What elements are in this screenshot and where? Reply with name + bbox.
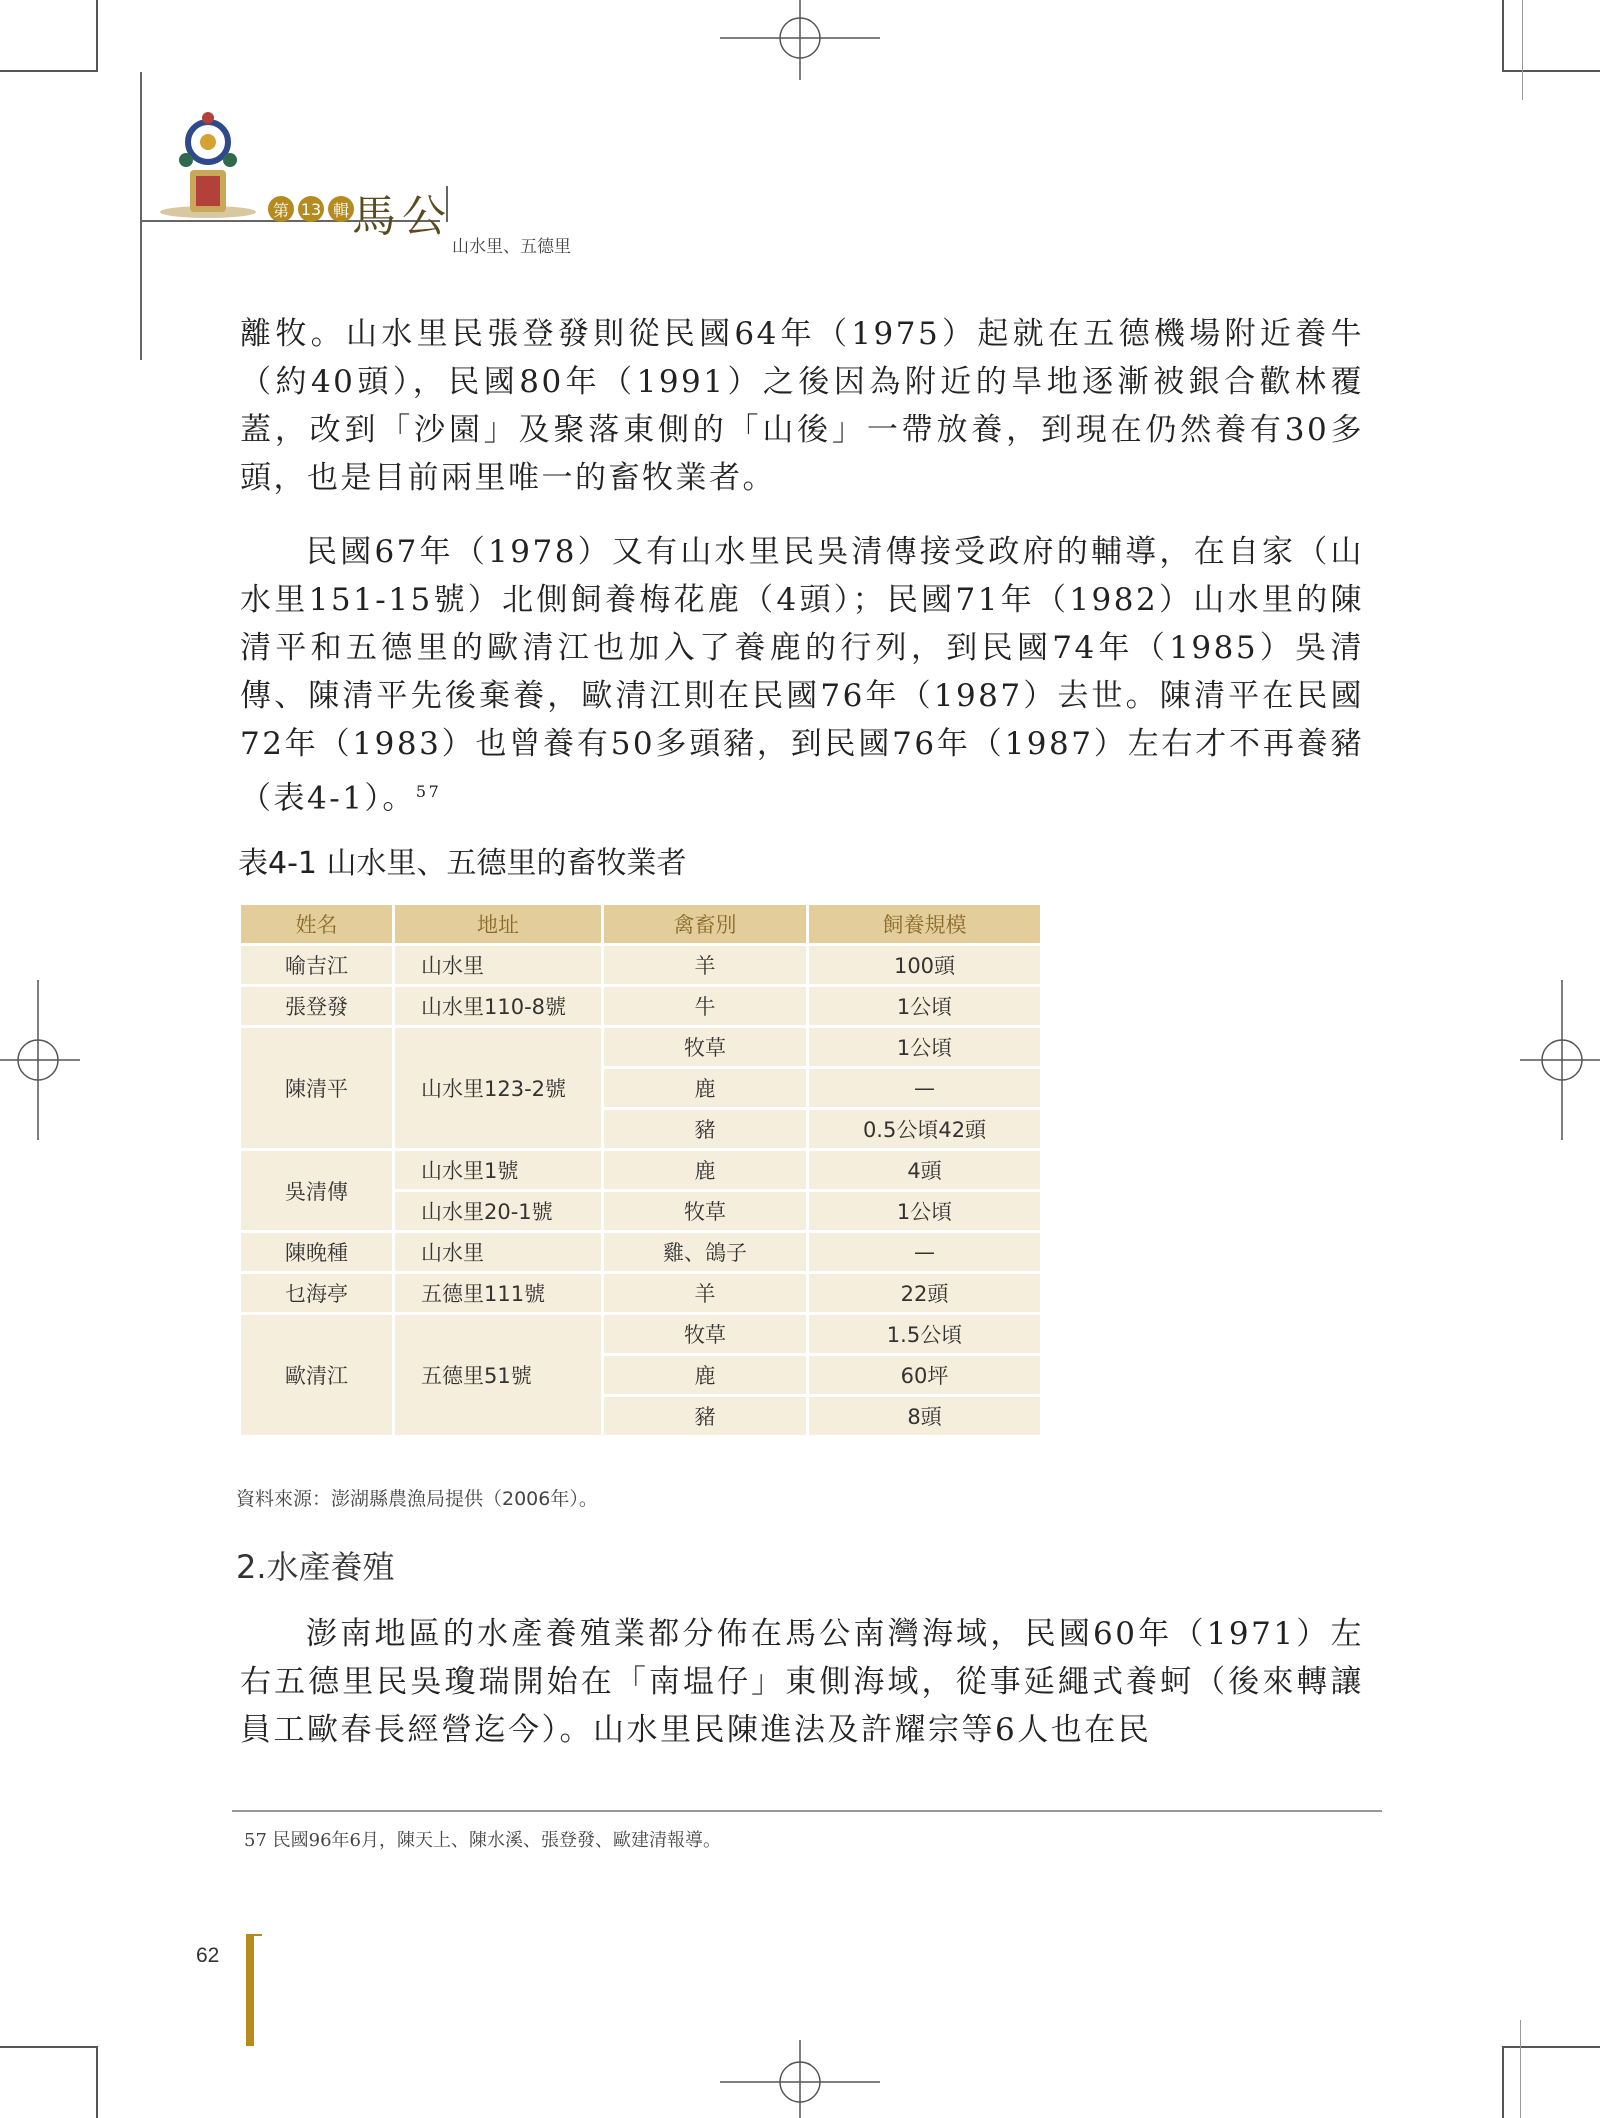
cell-type: 牛	[603, 986, 808, 1027]
cell-scale: 1公頃	[808, 1191, 1042, 1232]
cell-name: 吳清傳	[240, 1150, 394, 1232]
paragraph-3: 澎南地區的水產養殖業都分佈在馬公南灣海域，民國60年（1971）左右五德里民吳瓊瑞開始在「南塭仔」東側海域，從事延繩式養蚵（後來轉讓員工歐春長經營迄今）。山水里民陳進法及許耀宗等6人也在民	[240, 1616, 1364, 1748]
temple-ornament-icon	[150, 108, 270, 218]
table-title: 表4-1 山水里、五德里的畜牧業者	[238, 846, 687, 881]
chapter-number: 13	[298, 196, 324, 222]
cell-type: 鹿	[603, 1355, 808, 1396]
cell-type: 羊	[603, 1273, 808, 1314]
cell-scale: 60坪	[808, 1355, 1042, 1396]
section-heading: 2.水產養殖	[236, 1548, 395, 1586]
table-row	[240, 986, 1042, 1027]
livestock-table	[238, 902, 1043, 1438]
table-row	[240, 1027, 1042, 1068]
paragraph-1: 離牧。山水里民張登發則從民國64年（1975）起就在五德機場附近養牛（約40頭），民國80年（1991）之後因為附近的旱地逐漸被銀合歡林覆蓋，改到「沙園」及聚落東側的「山後」一帶放養，到現在仍然養有30多頭，也是目前兩里唯一的畜牧業者。	[240, 316, 1364, 496]
cell-name: 喻吉江	[240, 945, 394, 986]
cell-scale: 1.5公頃	[808, 1314, 1042, 1355]
cell-name: 陳晚種	[240, 1232, 394, 1273]
table-header-row	[240, 904, 1042, 945]
cell-address: 五德里51號	[394, 1314, 603, 1437]
cell-address: 山水里1號	[394, 1150, 603, 1191]
cell-scale: 22頭	[808, 1273, 1042, 1314]
footnote-ref[interactable]: 57	[415, 782, 442, 801]
footnote: 57 民國96年6月，陳天上、陳水溪、張登發、歐建清報導。	[244, 1830, 721, 1851]
cell-type: 牧草	[603, 1027, 808, 1068]
cell-type: 鹿	[603, 1150, 808, 1191]
table-row	[240, 1314, 1042, 1355]
cell-type: 牧草	[603, 1314, 808, 1355]
cell-type: 豬	[603, 1396, 808, 1437]
cell-scale: 4頭	[808, 1150, 1042, 1191]
cell-scale: 1公頃	[808, 986, 1042, 1027]
col-header-type: 禽畜別	[603, 904, 808, 945]
registration-mark-bottom	[720, 2040, 880, 2118]
cell-name: 張登發	[240, 986, 394, 1027]
cell-address: 山水里	[394, 1232, 603, 1273]
cell-type: 雞、鴿子	[603, 1232, 808, 1273]
cell-address: 山水里	[394, 945, 603, 986]
chapter-prefix: 第	[268, 196, 294, 222]
table-row	[240, 945, 1042, 986]
cell-address: 山水里20-1號	[394, 1191, 603, 1232]
cell-address: 山水里110-8號	[394, 986, 603, 1027]
cell-scale: 100頭	[808, 945, 1042, 986]
page-number-bar-tick	[246, 1934, 262, 1936]
chapter-subtitle: 山水里、五德里	[452, 237, 571, 256]
cell-name: 歐清江	[240, 1314, 394, 1437]
registration-mark-left	[0, 980, 80, 1140]
footnote-divider	[232, 1810, 1382, 1812]
cell-scale: 8頭	[808, 1396, 1042, 1437]
cell-type: 羊	[603, 945, 808, 986]
cell-name: 陳清平	[240, 1027, 394, 1150]
cell-scale: 0.5公頃42頭	[808, 1109, 1042, 1150]
cell-name: 乜海亭	[240, 1273, 394, 1314]
col-header-name: 姓名	[240, 904, 394, 945]
col-header-scale: 飼養規模	[808, 904, 1042, 945]
registration-mark-top	[720, 0, 880, 80]
cell-scale: 1公頃	[808, 1027, 1042, 1068]
chapter-suffix: 輯	[328, 196, 354, 222]
chapter-title: 馬公	[352, 191, 452, 242]
table-row	[240, 1232, 1042, 1273]
registration-mark-right	[1520, 980, 1600, 1140]
cell-scale: —	[808, 1068, 1042, 1109]
cell-type: 鹿	[603, 1068, 808, 1109]
table-row	[240, 1273, 1042, 1314]
cell-type: 豬	[603, 1109, 808, 1150]
table-row	[240, 1150, 1042, 1191]
header-vertical-rule	[140, 72, 142, 360]
table-source: 資料來源：澎湖縣農漁局提供（2006年）。	[236, 1488, 598, 1510]
chapter-badge	[268, 196, 354, 222]
page-number: 62	[196, 1944, 220, 1967]
cell-address: 山水里123-2號	[394, 1027, 603, 1150]
cell-address: 五德里111號	[394, 1273, 603, 1314]
cell-scale: —	[808, 1232, 1042, 1273]
col-header-address: 地址	[394, 904, 603, 945]
paragraph-2-text: 民國67年（1978）又有山水里民吳清傳接受政府的輔導，在自家（山水里151-15號）北側飼養梅花鹿（4頭）；民國71年（1982）山水里的陳清平和五德里的歐清江也加入了養鹿的行列，到民國74年（1985）吳清傳、陳清平先後棄養，歐清江則在民國76年（1987）去世。陳清平在民國72年（1983）也曾養有50多頭豬，到民國76年（1987）左右才不再養豬（表4-1）。	[240, 534, 1364, 817]
paragraph-2	[240, 528, 1364, 822]
cell-type: 牧草	[603, 1191, 808, 1232]
page-number-bar	[246, 1934, 254, 2046]
